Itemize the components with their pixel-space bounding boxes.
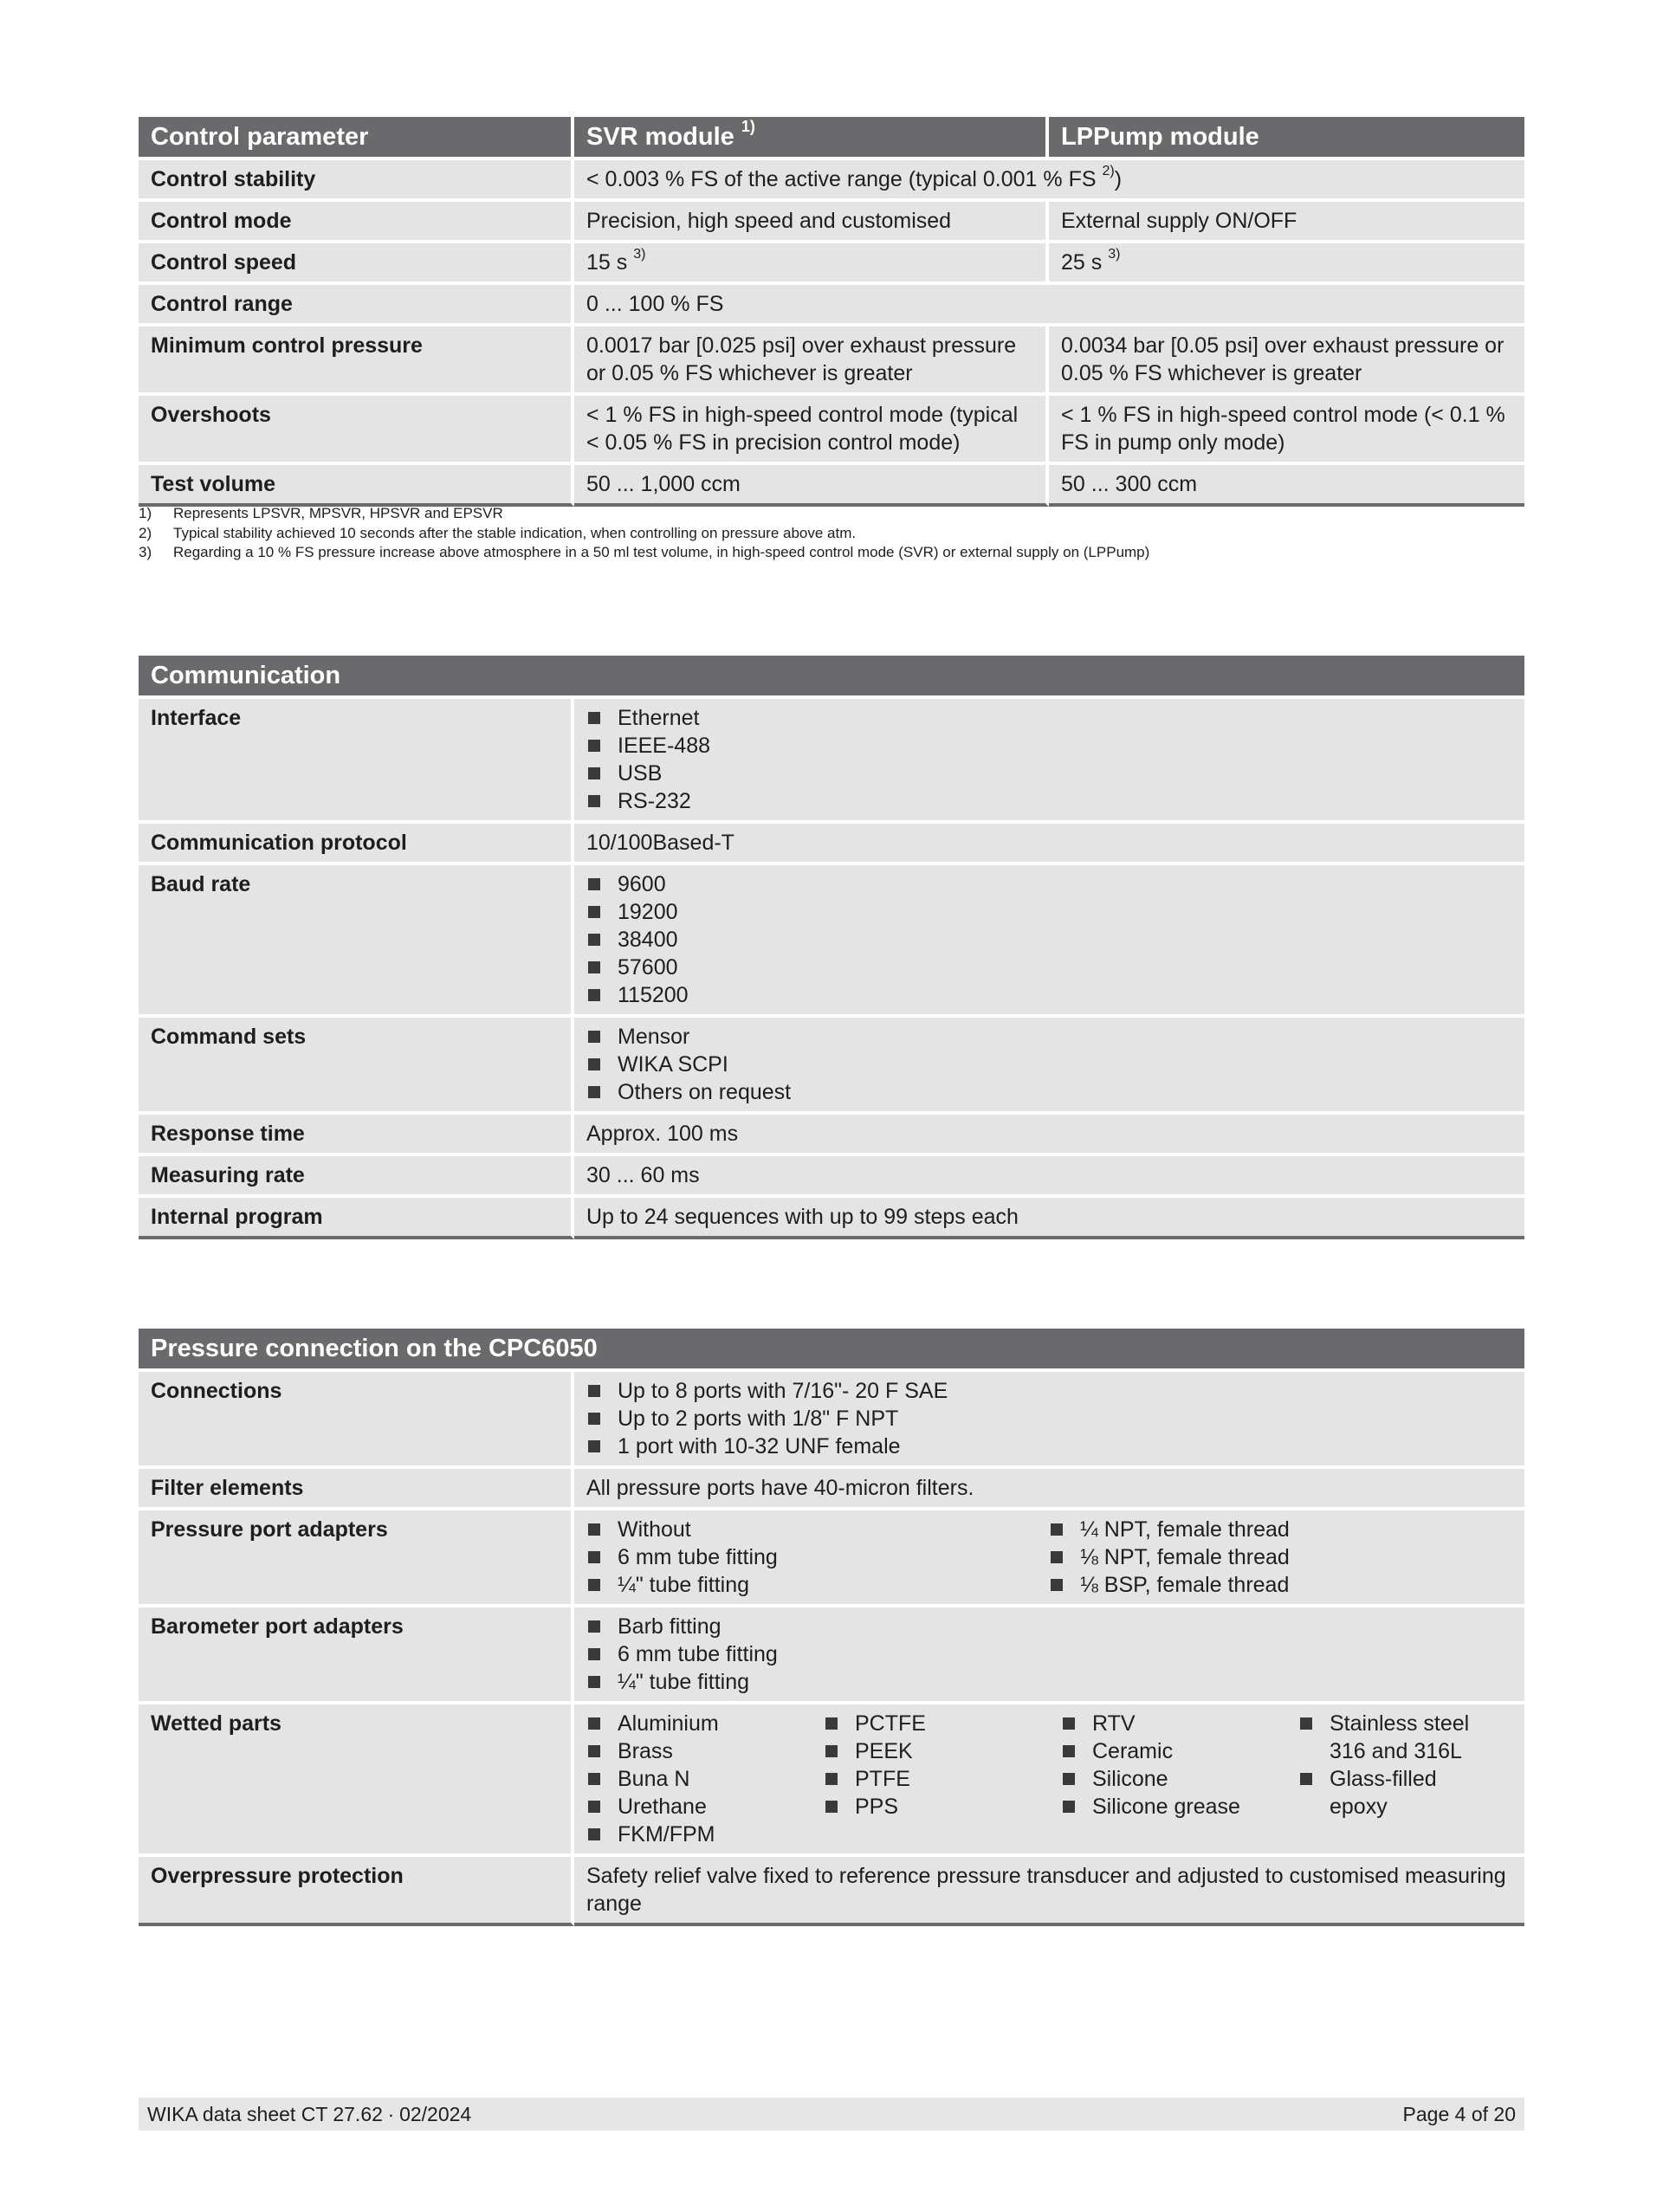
lppump-value: External supply ON/OFF bbox=[1049, 198, 1524, 240]
list-item: USB bbox=[586, 760, 1512, 787]
row-label: Control mode bbox=[139, 198, 574, 240]
row-label: Communication protocol bbox=[139, 820, 574, 862]
list-item: Up to 8 ports with 7/16"- 20 F SAE bbox=[586, 1377, 1512, 1405]
list-item: ⅛ BSP, female thread bbox=[1049, 1571, 1290, 1599]
bullet-list bbox=[586, 1377, 1512, 1460]
control-parameter-table bbox=[139, 117, 1524, 507]
list-item: PCTFE bbox=[824, 1710, 1061, 1737]
list-item: IEEE-488 bbox=[586, 732, 1512, 760]
row-label: Interface bbox=[139, 695, 574, 820]
list-item: Ethernet bbox=[586, 704, 1512, 732]
row-label: Baud rate bbox=[139, 862, 574, 1014]
list-item: Silicone bbox=[1061, 1765, 1298, 1793]
svr-value: 0.0017 bar [0.025 psi] over exhaust pressure or 0.05 % FS whichever is greater bbox=[574, 323, 1049, 392]
bullet-list bbox=[1061, 1710, 1298, 1848]
list-item: Up to 2 ports with 1/8" F NPT bbox=[586, 1405, 1512, 1433]
bullet-list bbox=[586, 704, 1512, 815]
row-label: Test volume bbox=[139, 462, 574, 507]
list-item: Barb fitting bbox=[586, 1613, 1512, 1640]
row-label: Minimum control pressure bbox=[139, 323, 574, 392]
table-row bbox=[139, 1111, 1524, 1153]
svr-value: 15 s $^{3)}$ bbox=[574, 240, 1049, 281]
footnotes bbox=[139, 504, 1149, 563]
bullet-list bbox=[586, 1613, 1512, 1696]
datasheet-reference: WIKA data sheet CT 27.62 ∙ 02/2024 bbox=[147, 2103, 472, 2125]
row-label: Pressure port adapters bbox=[139, 1507, 574, 1604]
lppump-value: 25 s $^{3)}$ bbox=[1049, 240, 1524, 281]
list-item: Without bbox=[586, 1516, 1049, 1543]
row-value bbox=[574, 1014, 1524, 1111]
row-label: Measuring rate bbox=[139, 1153, 574, 1194]
table-row bbox=[139, 198, 1524, 240]
bullet-list bbox=[586, 870, 1512, 1009]
table-row bbox=[139, 1604, 1524, 1701]
table-row bbox=[139, 157, 1524, 198]
list-item: Ceramic bbox=[1061, 1737, 1298, 1765]
row-value: Safety relief valve fixed to reference pressure transducer and adjusted to customised measuring range bbox=[574, 1853, 1524, 1926]
table-row bbox=[139, 462, 1524, 507]
row-label: Filter elements bbox=[139, 1465, 574, 1507]
bullet-list bbox=[586, 1516, 1049, 1599]
row-value: < 0.003 % FS of the active range (typical 0.001 % FS $^{2)}$) bbox=[574, 157, 1524, 198]
page-footer bbox=[139, 2098, 1524, 2131]
row-value bbox=[574, 862, 1524, 1014]
control-parameter-section bbox=[139, 117, 1524, 507]
svr-value: 50 ... 1,000 ccm bbox=[574, 462, 1049, 507]
svr-value: < 1 % FS in high-speed control mode (typical < 0.05 % FS in precision control mode) bbox=[574, 392, 1049, 462]
list-item: ¼" tube fitting bbox=[586, 1668, 1512, 1696]
table-row bbox=[139, 1194, 1524, 1239]
list-item: 57600 bbox=[586, 954, 1512, 981]
communication-table bbox=[139, 656, 1524, 1239]
row-label: Response time bbox=[139, 1111, 574, 1153]
header-lppump-module: LPPump module bbox=[1049, 117, 1524, 157]
list-item: PPS bbox=[824, 1793, 1061, 1821]
list-item: 6 mm tube fitting bbox=[586, 1640, 1512, 1668]
bullet-list bbox=[1049, 1516, 1290, 1599]
row-label: Control speed bbox=[139, 240, 574, 281]
table-row bbox=[139, 240, 1524, 281]
list-item: Mensor bbox=[586, 1023, 1512, 1051]
table-row bbox=[139, 862, 1524, 1014]
row-label: Command sets bbox=[139, 1014, 574, 1111]
list-item: PTFE bbox=[824, 1765, 1061, 1793]
table-row bbox=[139, 1853, 1524, 1926]
row-label: Overshoots bbox=[139, 392, 574, 462]
bullet-list bbox=[824, 1710, 1061, 1848]
list-item: Urethane bbox=[586, 1793, 824, 1821]
table-row bbox=[139, 1507, 1524, 1604]
bullet-list bbox=[586, 1710, 824, 1848]
footnote: 1) Represents LPSVR, MPSVR, HPSVR and EPSVR bbox=[139, 505, 503, 521]
list-item: Others on request bbox=[586, 1078, 1512, 1106]
list-item: 6 mm tube fitting bbox=[586, 1543, 1049, 1571]
header-control-parameter: Control parameter bbox=[139, 117, 574, 157]
row-value bbox=[574, 1507, 1524, 1604]
table-row bbox=[139, 323, 1524, 392]
lppump-value: 50 ... 300 ccm bbox=[1049, 462, 1524, 507]
list-item: Glass-filled epoxy bbox=[1298, 1765, 1498, 1821]
row-value bbox=[574, 1604, 1524, 1701]
list-item: 38400 bbox=[586, 926, 1512, 954]
list-item: PEEK bbox=[824, 1737, 1061, 1765]
row-value: 30 ... 60 ms bbox=[574, 1153, 1524, 1194]
svr-value: Precision, high speed and customised bbox=[574, 198, 1049, 240]
table-row bbox=[139, 1368, 1524, 1465]
row-value: Approx. 100 ms bbox=[574, 1111, 1524, 1153]
communication-section bbox=[139, 656, 1524, 1239]
row-value: Up to 24 sequences with up to 99 steps each bbox=[574, 1194, 1524, 1239]
row-value: 0 ... 100 % FS bbox=[574, 281, 1524, 323]
table-row bbox=[139, 1153, 1524, 1194]
list-item: RS-232 bbox=[586, 787, 1512, 815]
list-item: 9600 bbox=[586, 870, 1512, 898]
list-item: WIKA SCPI bbox=[586, 1051, 1512, 1078]
list-item: ⅛ NPT, female thread bbox=[1049, 1543, 1290, 1571]
row-value bbox=[574, 1701, 1524, 1853]
list-item: FKM/FPM bbox=[586, 1821, 824, 1848]
list-item: 115200 bbox=[586, 981, 1512, 1009]
row-value bbox=[574, 695, 1524, 820]
list-item: Silicone grease bbox=[1061, 1793, 1298, 1821]
row-label: Control range bbox=[139, 281, 574, 323]
table-row bbox=[139, 1701, 1524, 1853]
list-item: Aluminium bbox=[586, 1710, 824, 1737]
row-label: Internal program bbox=[139, 1194, 574, 1239]
list-item: Buna N bbox=[586, 1765, 824, 1793]
list-item: RTV bbox=[1061, 1710, 1298, 1737]
bullet-list bbox=[1298, 1710, 1498, 1848]
page-number: Page 4 of 20 bbox=[1402, 2103, 1516, 2125]
lppump-value: 0.0034 bar [0.05 psi] over exhaust pressure or 0.05 % FS whichever is greater bbox=[1049, 323, 1524, 392]
list-item: ¼" tube fitting bbox=[586, 1571, 1049, 1599]
list-item: Stainless steel 316 and 316L bbox=[1298, 1710, 1498, 1765]
table-row bbox=[139, 820, 1524, 862]
table-row bbox=[139, 392, 1524, 462]
row-label: Overpressure protection bbox=[139, 1853, 574, 1926]
header-svr-module: SVR module $^{1)}$ bbox=[574, 117, 1049, 157]
row-value: All pressure ports have 40-micron filters. bbox=[574, 1465, 1524, 1507]
row-label: Connections bbox=[139, 1368, 574, 1465]
footnote: 2) Typical stability achieved 10 seconds after the stable indication, when controlling on pressure above atm. bbox=[139, 524, 857, 541]
table-row bbox=[139, 1465, 1524, 1507]
row-label: Barometer port adapters bbox=[139, 1604, 574, 1701]
bullet-list bbox=[586, 1023, 1512, 1106]
table-row bbox=[139, 695, 1524, 820]
table-row bbox=[139, 1014, 1524, 1111]
list-item: 19200 bbox=[586, 898, 1512, 926]
pressure-connection-section bbox=[139, 1329, 1524, 1926]
header-communication: Communication bbox=[139, 656, 1524, 695]
list-item: ¼ NPT, female thread bbox=[1049, 1516, 1290, 1543]
lppump-value: < 1 % FS in high-speed control mode (< 0.1 % FS in pump only mode) bbox=[1049, 392, 1524, 462]
list-item: 1 port with 10-32 UNF female bbox=[586, 1433, 1512, 1460]
list-item: Brass bbox=[586, 1737, 824, 1765]
footnote-ref: 1) bbox=[741, 118, 755, 136]
row-value: 10/100Based-T bbox=[574, 820, 1524, 862]
header-pressure-connection: Pressure connection on the CPC6050 bbox=[139, 1329, 1524, 1368]
row-label: Control stability bbox=[139, 157, 574, 198]
row-label: Wetted parts bbox=[139, 1701, 574, 1853]
row-value bbox=[574, 1368, 1524, 1465]
footnote: 3) Regarding a 10 % FS pressure increase above atmosphere in a 50 ml test volume, in high-speed control mode (SVR) or external supply on (LPPump) bbox=[139, 544, 1150, 560]
pressure-connection-table bbox=[139, 1329, 1524, 1926]
table-row bbox=[139, 281, 1524, 323]
